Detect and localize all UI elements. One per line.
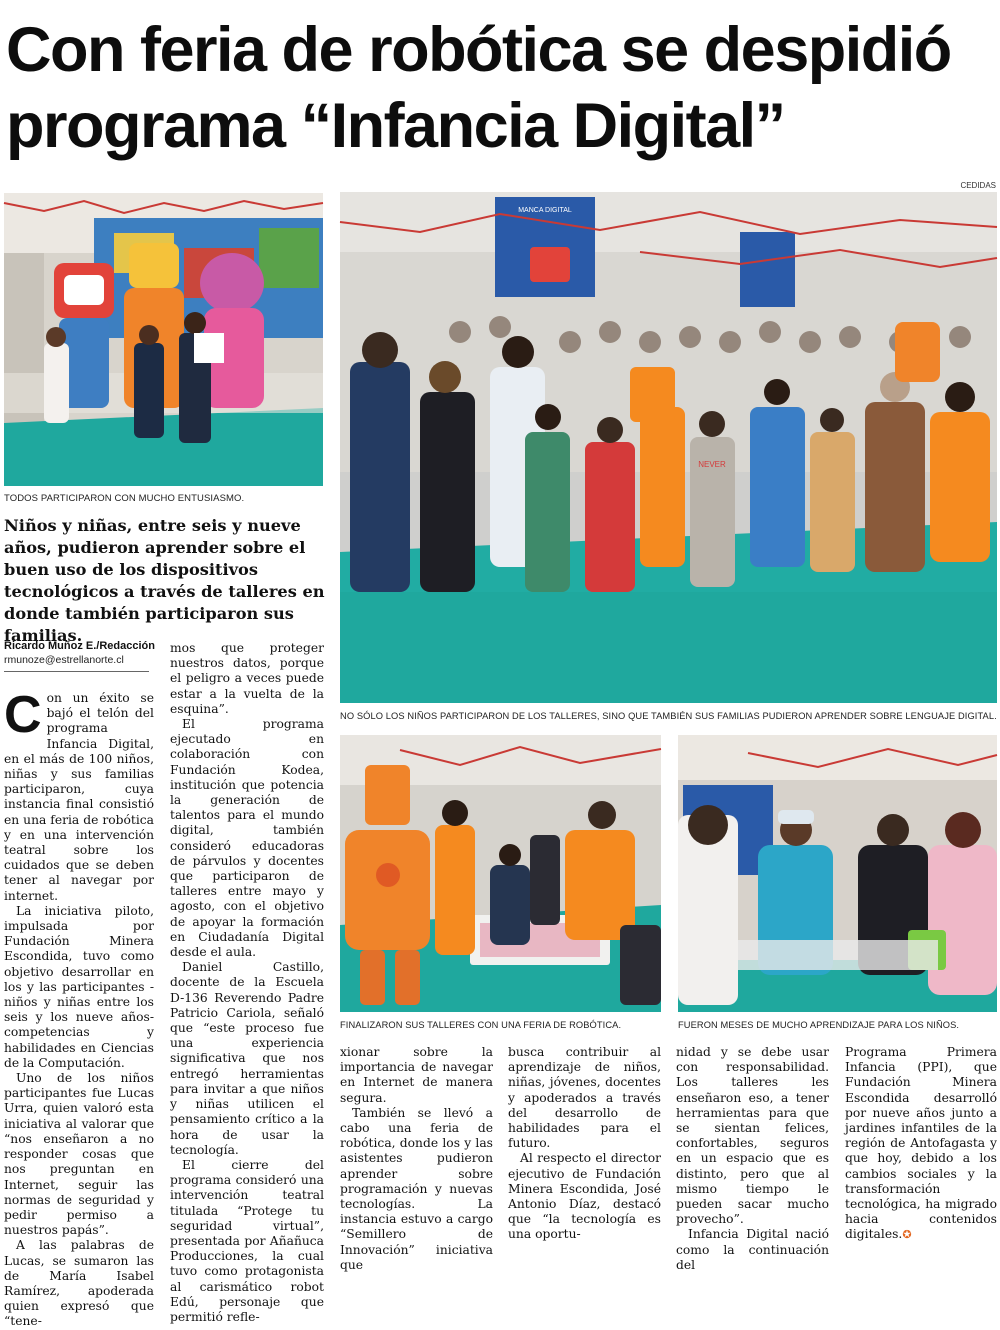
drop-cap: C (4, 686, 42, 744)
byline-divider (4, 671, 149, 672)
body-paragraph: xionar sobre la importancia de navegar en Internet de manera segura. (340, 1045, 493, 1105)
body-paragraph: La iniciativa piloto, impulsada por Fundación Minera Escondida, tuvo como objetivo desarrollar en los y las participantes -niños y niñas entre los seis y los nueve años- competencias y habilidades en Ciencias de la Computación. (4, 903, 154, 1070)
caption-photo-4: FUERON MESES DE MUCHO APRENDIZAJE PARA LOS NIÑOS. (678, 1020, 960, 1030)
banner-text: MANCA DIGITAL (518, 207, 572, 214)
body-column-1 (4, 686, 154, 1329)
body-paragraph: El programa ejecutado en colaboración con Fundación Kodea, institución que potencia la generación de talentos para el mundo digital, también consideró educadoras de párvulos y docentes que participaron de talleres entre mayo y agosto, con el objetivo de apoyar la formación en Ciudadanía Digital desde el aula. (170, 717, 324, 960)
shirt-text: NEVER (698, 460, 726, 469)
caption-photo-2: NO SÓLO LOS NIÑOS PARTICIPARON DE LOS TALLERES, SINO QUE TAMBIÉN SUS FAMILIAS PUDIERON APRENDER SOBRE LENGUAJE DIGITAL. (340, 711, 997, 721)
headline-line-2: programa “Infancia Digital” (6, 91, 785, 161)
body-paragraph: Daniel Castillo, docente de la Escuela D-136 Reverendo Padre Patricio Cariola, señaló que “este proceso fue una experiencia significativa que nos entregó herramientas para invitar a que niños y niñas utilicen el pensamiento crítico a la hora de usar la tecnología. (170, 960, 324, 1157)
photo-robotics-fair (340, 735, 661, 1012)
body-paragraph: Al respecto el director ejecutivo de Fundación Minera Escondida, José Antonio Díaz, destacó que “la tecnología es una oportu- (508, 1151, 661, 1242)
byline-email[interactable]: rmunoze@estrellanorte.cl (4, 654, 124, 666)
photo-learning (678, 735, 997, 1012)
body-paragraph: Infancia Digital nació como la continuación del (676, 1227, 829, 1272)
headline (6, 12, 996, 164)
body-paragraph: Con un éxito se bajó el telón del programa Infancia Digital, en el más de 100 niños, niñas y sus familias participaron, cuya instancia final consistió en una feria de robótica y en una intervención teatral sobre los cuidados que se deben tener al navegar por internet. (4, 686, 154, 903)
caption-photo-1: TODOS PARTICIPARON CON MUCHO ENTUSIASMO. (4, 493, 245, 504)
body-column-4 (508, 1045, 661, 1242)
body-paragraph: El cierre del programa consideró una intervención teatral titulada “Protege tu seguridad virtual”, presentada por Añañuca Producciones, la cual tuvo como protagonista al carismático robot Edú, personaje que permitió refle- (170, 1157, 324, 1324)
byline-author: Ricardo Muñoz E./Redacción (4, 640, 155, 652)
body-column-2 (170, 641, 324, 1324)
body-column-5 (676, 1045, 829, 1272)
body-paragraph: Programa Primera Infancia (PPI), que Fundación Minera Escondida desarrolló por nueve años junto a jardines infantiles de la región de Antofagasta y que hoy, debido a los cambios sociales y la transformación tecnológica, ha migrado hacia contenidos digitales.✪ (845, 1045, 997, 1242)
body-paragraph: A las palabras de Lucas, se sumaron las de María Isabel Ramírez, apoderada quien expresó que “tene- (4, 1238, 154, 1329)
body-column-6 (845, 1045, 997, 1242)
body-paragraph: busca contribuir al aprendizaje de niños, niñas, jóvenes, docentes y apoderados a través del desarrollo de habilidades para el futuro. (508, 1045, 661, 1151)
body-paragraph: mos que proteger nuestros datos, porque el peligro a veces puede estar a la vuelta de la esquina”. (170, 641, 324, 716)
caption-photo-3: FINALIZARON SUS TALLERES CON UNA FERIA DE ROBÓTICA. (340, 1020, 622, 1030)
body-paragraph: Uno de los niños participantes fue Lucas Urra, quien valoró esta iniciativa al valorar que “nos enseñaron a no responder cosas que nos preguntan en Internet, seguir las normas de seguridad y pedir permiso a nuestros papás”. (4, 1071, 154, 1238)
body-paragraph: nidad y se debe usar con responsabilidad. Los talleres les enseñaron eso, a tener herramientas para que se sientan felices, confortables, seguros en un espacio que es distinto, pero que al mismo tiempo le pueden sacar mucho provecho”. (676, 1045, 829, 1227)
photo-mascots (4, 193, 323, 486)
body-column-3 (340, 1045, 493, 1272)
end-mark-icon: ✪ (902, 1228, 912, 1242)
headline-line-1: Con feria de robótica se despidió (6, 15, 951, 85)
photo-credit: CEDIDAS (960, 181, 996, 190)
body-paragraph: También se llevó a cabo una feria de robótica, donde los y las asistentes pudieron aprender sobre programación y nuevas tecnologías. La instancia estuvo a cargo “Semillero de Innovación” iniciativa que (340, 1105, 493, 1272)
photo-group (340, 192, 997, 703)
article-deck: Niños y niñas, entre seis y nueve años, pudieron aprender sobre el buen uso de los dispositivos tecnológicos a través de talleres en donde también participaron sus familias. (4, 516, 325, 645)
